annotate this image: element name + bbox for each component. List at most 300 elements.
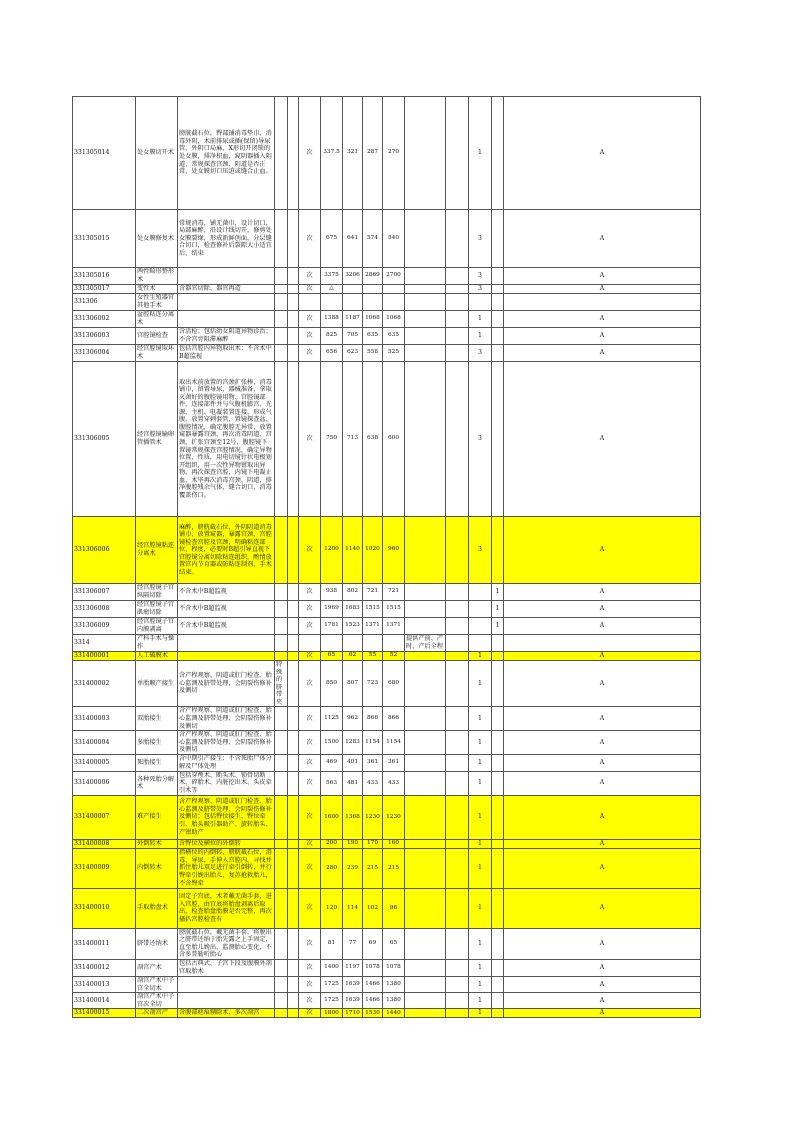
cell-gap <box>288 795 299 839</box>
cell-code: 331400011 <box>73 928 136 959</box>
cell-unit: 次 <box>299 285 321 294</box>
cell-num: 1440 <box>383 1009 405 1018</box>
cell-gap <box>288 848 299 888</box>
cell-num: 65 <box>321 652 343 661</box>
cell-unit <box>299 294 321 311</box>
cell-num: 1078 <box>383 960 405 977</box>
cell-cat: A <box>504 311 701 328</box>
cell-name: 经宫腔镜子宫肌瘤切除 <box>136 601 178 618</box>
cell-ca <box>446 635 469 652</box>
cell-num: 1078 <box>363 960 383 977</box>
cell-num: 361 <box>363 754 383 771</box>
cell-code: 331306006 <box>73 517 136 584</box>
cell-excl <box>275 993 288 1009</box>
cell-cb: 3 <box>469 362 492 517</box>
cell-cc: 1 <box>492 618 504 635</box>
cell-num: 1400 <box>321 960 343 977</box>
cell-desc: 常规消毒，铺无菌巾，设计切口，局部麻醉，沿设计线切开，修剪处女膜裂缘，形成新鲜创面，分层缝合切口，检查修补后裂隙大小适宜后，结束 <box>178 210 275 268</box>
cell-cc <box>492 928 504 959</box>
cell-cat: A <box>504 97 701 210</box>
cell-num: 638 <box>363 362 383 517</box>
cell-num: 200 <box>321 839 343 848</box>
cell-desc: 包括穿颅术、断头术、锁骨切断术、碎胎术、内脏挖出术、头皮牵引术等 <box>178 771 275 795</box>
cell-num: 600 <box>383 362 405 517</box>
cell-unit: 次 <box>299 345 321 362</box>
cell-gap <box>288 977 299 993</box>
cell-cc <box>492 707 504 731</box>
cell-num: 3375 <box>321 268 343 285</box>
cell-gap <box>288 1009 299 1018</box>
cell-ca <box>446 311 469 328</box>
cell-num: 1020 <box>363 517 383 584</box>
cell-cc <box>492 97 504 210</box>
cell-num: 1230 <box>363 795 383 839</box>
cell-code: 331305015 <box>73 210 136 268</box>
cell-note <box>405 294 446 311</box>
cell-cat: A <box>504 848 701 888</box>
cell-gap <box>288 635 299 652</box>
cell-name: 经宫腔镜子宫纵隔切除 <box>136 584 178 601</box>
cell-note <box>405 1009 446 1018</box>
cell-gap <box>288 960 299 977</box>
cell-num: 215 <box>383 848 405 888</box>
cell-code: 331305014 <box>73 97 136 210</box>
cell-excl <box>275 754 288 771</box>
cell-unit: 次 <box>299 928 321 959</box>
cell-excl <box>275 635 288 652</box>
cell-name: 手取胎盘术 <box>136 888 178 928</box>
cell-name: 产科手术与操作 <box>136 635 178 652</box>
cell-unit: 次 <box>299 268 321 285</box>
cell-cat: A <box>504 268 701 285</box>
cell-num: 1710 <box>343 1009 363 1018</box>
table-row <box>73 993 701 1009</box>
table-row <box>73 97 701 210</box>
cell-gap <box>288 652 299 661</box>
cell-name: 死胎接生 <box>136 754 178 771</box>
cell-unit: 次 <box>299 328 321 345</box>
cell-cb: 3 <box>469 268 492 285</box>
cell-num: 361 <box>383 754 405 771</box>
cell-cb <box>469 294 492 311</box>
cell-num: 1683 <box>343 601 363 618</box>
cell-num: 321 <box>343 97 363 210</box>
cell-desc: 不含术中B超监视 <box>178 601 275 618</box>
table-row <box>73 285 701 294</box>
table-row <box>73 1009 701 1018</box>
cell-excl <box>275 285 288 294</box>
cell-unit: 次 <box>299 601 321 618</box>
cell-cat <box>504 635 701 652</box>
cell-excl <box>275 210 288 268</box>
cell-num: 469 <box>321 754 343 771</box>
cell-name: 内倒转术 <box>136 848 178 888</box>
cell-gap <box>288 362 299 517</box>
cell-ca <box>446 795 469 839</box>
cell-gap <box>288 754 299 771</box>
cell-desc: 含中期引产接生；不含死胎尸体分解及尸体处理 <box>178 754 275 771</box>
cell-gap <box>288 993 299 1009</box>
table-row <box>73 960 701 977</box>
cell-cc <box>492 977 504 993</box>
cell-note <box>405 839 446 848</box>
cell-cb: 3 <box>469 345 492 362</box>
cell-code: 331306 <box>73 294 136 311</box>
cell-cc <box>492 661 504 707</box>
cell-name: 脐带还纳术 <box>136 928 178 959</box>
cell-cb <box>469 618 492 635</box>
cell-gap <box>288 345 299 362</box>
cell-code: 331400004 <box>73 731 136 755</box>
cell-cb: 1 <box>469 928 492 959</box>
cell-name: 经宫腔镜输卵管插管术 <box>136 362 178 517</box>
cell-gap <box>288 601 299 618</box>
cell-num: 77 <box>343 928 363 959</box>
cell-note <box>405 731 446 755</box>
cell-ca <box>446 771 469 795</box>
table-row <box>73 210 701 268</box>
table-row <box>73 618 701 635</box>
cell-num: 721 <box>363 584 383 601</box>
cell-num: 866 <box>363 707 383 731</box>
cell-desc: 含腹部疤痕剔除术，多次剖宫 <box>178 1009 275 1018</box>
cell-name: 各种死胎分解术 <box>136 771 178 795</box>
cell-num: 433 <box>363 771 383 795</box>
cell-cat: A <box>504 618 701 635</box>
cell-cb: 1 <box>469 960 492 977</box>
cell-num: 558 <box>363 345 383 362</box>
cell-num: 270 <box>383 97 405 210</box>
cell-code: 331306002 <box>73 311 136 328</box>
cell-num: 1125 <box>321 707 343 731</box>
cell-note <box>405 362 446 517</box>
cell-desc: 含产程观察、阴道或肛门检查、胎心监测及脐带处理、会阴裂伤修补及侧切；包括臀位接生、臀位牵引、胎头吸引器助产、旋转胎头、产钳助产 <box>178 795 275 839</box>
table-row <box>73 652 701 661</box>
cell-num: 69 <box>363 928 383 959</box>
cell-num: 1380 <box>383 977 405 993</box>
cell-note <box>405 285 446 294</box>
table-row <box>73 311 701 328</box>
cell-num: 1800 <box>321 1009 343 1018</box>
cell-gap <box>288 517 299 584</box>
cell-num: 962 <box>343 707 363 731</box>
cell-num: 1515 <box>363 601 383 618</box>
cell-ca <box>446 888 469 928</box>
cell-cat: A <box>504 771 701 795</box>
cell-cc <box>492 993 504 1009</box>
cell-cc <box>492 754 504 771</box>
cell-name: 人工破膜术 <box>136 652 178 661</box>
cell-num: 750 <box>321 362 343 517</box>
cell-num: 1639 <box>343 977 363 993</box>
cell-num: 574 <box>363 210 383 268</box>
cell-desc <box>178 311 275 328</box>
cell-desc <box>178 977 275 993</box>
cell-num: 525 <box>383 345 405 362</box>
cell-code: 331306009 <box>73 618 136 635</box>
table-row <box>73 839 701 848</box>
cell-num <box>363 285 383 294</box>
cell-num: 960 <box>383 517 405 584</box>
cell-num: 65 <box>383 928 405 959</box>
cell-cat: A <box>504 993 701 1009</box>
cell-note <box>405 517 446 584</box>
cell-ca <box>446 268 469 285</box>
cell-num: 705 <box>343 328 363 345</box>
cell-name: 剖宫产术 <box>136 960 178 977</box>
cell-num <box>363 294 383 311</box>
cell-num: 160 <box>383 839 405 848</box>
cell-excl <box>275 601 288 618</box>
cell-num: 55 <box>363 652 383 661</box>
cell-desc: 含臀位及横位的外倒转 <box>178 839 275 848</box>
cell-cat <box>504 294 701 311</box>
table-row <box>73 345 701 362</box>
cell-desc <box>178 993 275 1009</box>
cell-code: 331400001 <box>73 652 136 661</box>
cell-cc <box>492 888 504 928</box>
cell-num: 1140 <box>343 517 363 584</box>
cell-excl <box>275 960 288 977</box>
cell-num: 120 <box>321 888 343 928</box>
cell-desc: 含产程观察、阴道或肛门检查、胎心监测及脐带处理，会阴裂伤修补及侧切 <box>178 661 275 707</box>
cell-note <box>405 97 446 210</box>
table-row <box>73 731 701 755</box>
cell-num: 656 <box>321 345 343 362</box>
cell-gap <box>288 294 299 311</box>
cell-note <box>405 848 446 888</box>
cell-num <box>383 635 405 652</box>
cell-note <box>405 771 446 795</box>
cell-desc: 含产程观察、阴道或肛门检查、胎心监测及脐带处理、会阴裂伤修补及侧切 <box>178 707 275 731</box>
cell-num: 802 <box>343 584 363 601</box>
cell-note <box>405 661 446 707</box>
cell-note <box>405 268 446 285</box>
table-row <box>73 848 701 888</box>
cell-gap <box>288 731 299 755</box>
cell-code: 331400013 <box>73 977 136 993</box>
cell-excl <box>275 294 288 311</box>
cell-unit: 次 <box>299 960 321 977</box>
cell-unit <box>299 635 321 652</box>
cell-ca <box>446 517 469 584</box>
cell-num: 1197 <box>343 960 363 977</box>
table-row <box>73 517 701 584</box>
cell-note <box>405 345 446 362</box>
cell-excl <box>275 652 288 661</box>
cell-desc <box>178 294 275 311</box>
cell-name: 单胎顺产接生 <box>136 661 178 707</box>
cell-excl <box>275 362 288 517</box>
cell-note <box>405 210 446 268</box>
cell-cat: A <box>504 754 701 771</box>
cell-num: 287 <box>363 97 383 210</box>
cell-ca <box>446 960 469 977</box>
cell-cc <box>492 848 504 888</box>
cell-cc <box>492 795 504 839</box>
cell-note: 提供产前、产时、产后全程 <box>405 635 446 652</box>
cell-unit: 次 <box>299 362 321 517</box>
cell-ca <box>446 839 469 848</box>
cell-excl <box>275 345 288 362</box>
cell-desc <box>178 635 275 652</box>
cell-excl <box>275 618 288 635</box>
cell-gap <box>288 661 299 707</box>
cell-code: 331400003 <box>73 707 136 731</box>
cell-note <box>405 328 446 345</box>
cell-num: 1283 <box>343 731 363 755</box>
cell-ca <box>446 848 469 888</box>
table-row <box>73 771 701 795</box>
cell-note <box>405 652 446 661</box>
cell-gap <box>288 771 299 795</box>
cell-num: 401 <box>343 754 363 771</box>
cell-excl <box>275 731 288 755</box>
table-row <box>73 707 701 731</box>
cell-num: 52 <box>383 652 405 661</box>
cell-desc: 含活检；包括幼女阴道异物诊治；不含宫旁阻滞麻醉 <box>178 328 275 345</box>
cell-cc <box>492 285 504 294</box>
cell-num: 1154 <box>383 731 405 755</box>
cell-excl <box>275 839 288 848</box>
cell-num: 635 <box>383 328 405 345</box>
table-row <box>73 268 701 285</box>
price-table <box>72 96 701 1018</box>
cell-note <box>405 795 446 839</box>
cell-note <box>405 754 446 771</box>
cell-num: 563 <box>321 771 343 795</box>
table-row <box>73 888 701 928</box>
cell-unit: 次 <box>299 731 321 755</box>
cell-num: 1230 <box>383 795 405 839</box>
cell-name: 经宫腔镜粘连分离术 <box>136 517 178 584</box>
cell-ca <box>446 294 469 311</box>
cell-num: 1200 <box>321 517 343 584</box>
cell-unit: 次 <box>299 771 321 795</box>
cell-unit: 次 <box>299 210 321 268</box>
cell-num: 723 <box>363 661 383 707</box>
cell-unit: 次 <box>299 754 321 771</box>
cell-name: 外倒转术 <box>136 839 178 848</box>
cell-cc <box>492 294 504 311</box>
cell-cat: A <box>504 731 701 755</box>
cell-cat: A <box>504 928 701 959</box>
cell-desc <box>178 652 275 661</box>
cell-code: 331400014 <box>73 993 136 1009</box>
cell-cc <box>492 210 504 268</box>
cell-num: 680 <box>383 661 405 707</box>
cell-cb: 1 <box>469 888 492 928</box>
cell-excl <box>275 311 288 328</box>
cell-num: 1368 <box>343 795 363 839</box>
cell-cb: 1 <box>469 754 492 771</box>
cell-cc <box>492 731 504 755</box>
cell-num: 1371 <box>383 618 405 635</box>
cell-num: 1639 <box>343 993 363 1009</box>
cell-excl <box>275 928 288 959</box>
cell-ca <box>446 285 469 294</box>
cell-unit: 次 <box>299 584 321 601</box>
cell-cat: A <box>504 960 701 977</box>
cell-gap <box>288 97 299 210</box>
cell-num: 1600 <box>321 795 343 839</box>
cell-num: 170 <box>363 839 383 848</box>
cell-excl <box>275 584 288 601</box>
cell-code: 331400002 <box>73 661 136 707</box>
cell-ca <box>446 661 469 707</box>
cell-num: 1068 <box>383 311 405 328</box>
cell-num <box>343 635 363 652</box>
cell-cb: 1 <box>469 731 492 755</box>
cell-unit: 次 <box>299 652 321 661</box>
cell-cc <box>492 635 504 652</box>
cell-num: 1781 <box>321 618 343 635</box>
cell-cb: 1 <box>469 328 492 345</box>
cell-cb: 1 <box>469 771 492 795</box>
table-row <box>73 601 701 618</box>
cell-excl <box>275 268 288 285</box>
cell-num: 1725 <box>321 993 343 1009</box>
cell-name: 变性术 <box>136 285 178 294</box>
cell-code: 331306004 <box>73 345 136 362</box>
cell-cat: A <box>504 1009 701 1018</box>
cell-num: 280 <box>321 848 343 888</box>
cell-cb: 1 <box>469 977 492 993</box>
cell-ca <box>446 210 469 268</box>
cell-desc <box>178 268 275 285</box>
cell-code: 331400006 <box>73 771 136 795</box>
cell-unit: 次 <box>299 661 321 707</box>
cell-cb <box>469 601 492 618</box>
cell-num: 1154 <box>363 731 383 755</box>
cell-ca <box>446 731 469 755</box>
cell-name: 经宫腔镜取环术 <box>136 345 178 362</box>
cell-excl <box>275 517 288 584</box>
cell-num: 1068 <box>363 311 383 328</box>
cell-num: 114 <box>343 888 363 928</box>
cell-code: 331400009 <box>73 848 136 888</box>
cell-ca <box>446 652 469 661</box>
cell-num: 540 <box>383 210 405 268</box>
cell-ca <box>446 345 469 362</box>
cell-num: 807 <box>343 661 363 707</box>
cell-name: 剖宫产术中子宫次全切 <box>136 993 178 1009</box>
cell-unit: 次 <box>299 97 321 210</box>
cell-desc: 膀胱截石位，臀部铺消毒垫巾，消毒外阴，术前排尿或插(保留)导尿管，外阴口局麻，X形切开闭锁的处女膜，排净积血，窥阴器插入阴道，常规探查宫颈、阴道是否正常，处女膜切口压迫或缝合止血。 <box>178 97 275 210</box>
cell-ca <box>446 618 469 635</box>
cell-num: 1515 <box>383 601 405 618</box>
cell-num: 866 <box>383 707 405 731</box>
cell-cc <box>492 345 504 362</box>
cell-cb <box>469 635 492 652</box>
cell-ca <box>446 993 469 1009</box>
cell-num: 1388 <box>321 311 343 328</box>
table-row <box>73 635 701 652</box>
cell-cat: A <box>504 977 701 993</box>
cell-num: 1500 <box>321 731 343 755</box>
cell-name: 盆腔粘连分离术 <box>136 311 178 328</box>
cell-ca <box>446 977 469 993</box>
cell-num: 96 <box>383 888 405 928</box>
cell-cb: 1 <box>469 1009 492 1018</box>
cell-unit: 次 <box>299 311 321 328</box>
cell-cat: A <box>504 839 701 848</box>
cell-cb: 1 <box>469 661 492 707</box>
cell-name: 二次剖宫产 <box>136 1009 178 1018</box>
cell-num <box>383 294 405 311</box>
cell-desc: 膀胱截石位，戴无菌手套，将脱出之脐带还纳于胎先露之上手固定，直至胎儿娩出，监测胎心变化，不含多普勒听胎心 <box>178 928 275 959</box>
cell-note <box>405 618 446 635</box>
